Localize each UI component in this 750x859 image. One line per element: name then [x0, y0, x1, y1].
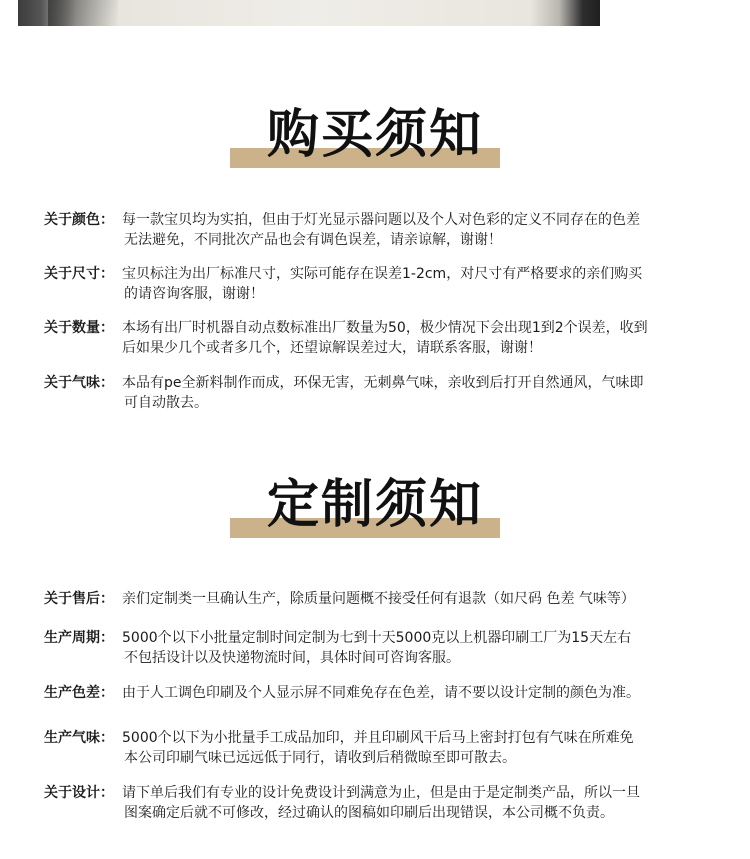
item-label: 关于数量：	[44, 320, 114, 336]
item-label: 生产色差：	[44, 685, 114, 701]
item-label: 关于售后：	[44, 591, 114, 607]
purchase-notice-title: 购买须知	[266, 105, 483, 165]
item-text: 宝贝标注为出厂标准尺寸，实际可能存在误差1-2cm，对尺寸有严格要求的亲们购买	[122, 266, 643, 282]
item-label: 关于气味：	[44, 375, 114, 391]
item-text: 本品有pe全新料制作而成，环保无害，无刺鼻气味，亲收到后打开自然通风，气味即	[122, 375, 644, 391]
item-text: 无法避免，不同批次产品也会有调色误差，请亲谅解，谢谢！	[124, 232, 502, 248]
purchase-notice-heading	[0, 104, 750, 174]
item-text: 请下单后我们有专业的设计免费设计到满意为止，但是由于是定制类产品，所以一旦	[122, 785, 640, 801]
item-label: 关于设计：	[44, 785, 114, 801]
item-text: 图案确定后就不可修改，经过确认的图稿如印刷后出现错误，本公司概不负责。	[124, 805, 614, 821]
item-label: 关于尺寸：	[44, 266, 114, 282]
item-text: 可自动散去。	[124, 395, 208, 411]
item-text: 由于人工调色印刷及个人显示屏不同难免存在色差，请不要以设计定制的颜色为准。	[122, 685, 640, 701]
photo-shadow	[48, 0, 118, 26]
item-text: 5000个以下为小批量手工成品加印，并且印刷风干后马上密封打包有气味在所难免	[122, 730, 634, 746]
item-text: 后如果少几个或者多几个，还望谅解误差过大，请联系客服，谢谢！	[122, 340, 542, 356]
item-text: 本场有出厂时机器自动点数标准出厂数量为50，极少情况下会出现1到2个误差，收到	[122, 320, 648, 336]
item-text: 每一款宝贝均为实拍，但由于灯光显示器问题以及个人对色彩的定义不同存在的色差	[122, 212, 640, 228]
item-text: 5000个以下小批量定制时间定制为七到十天5000克以上机器印刷工厂为15天左右	[122, 630, 632, 646]
item-label: 关于颜色：	[44, 212, 114, 228]
custom-notice-heading	[0, 474, 750, 544]
item-text: 不包括设计以及快递物流时间，具体时间可咨询客服。	[124, 650, 460, 666]
item-text: 的请咨询客服，谢谢！	[124, 286, 264, 302]
item-text: 亲们定制类一旦确认生产，除质量问题概不接受任何有退款（如尺码 色差 气味等）	[122, 591, 635, 607]
item-label: 生产气味：	[44, 730, 114, 746]
item-label: 生产周期：	[44, 630, 114, 646]
item-text: 本公司印刷气味已远远低于同行，请收到后稍微晾至即可散去。	[124, 750, 516, 766]
product-photo-strip	[18, 0, 600, 26]
custom-notice-title: 定制须知	[266, 475, 483, 535]
